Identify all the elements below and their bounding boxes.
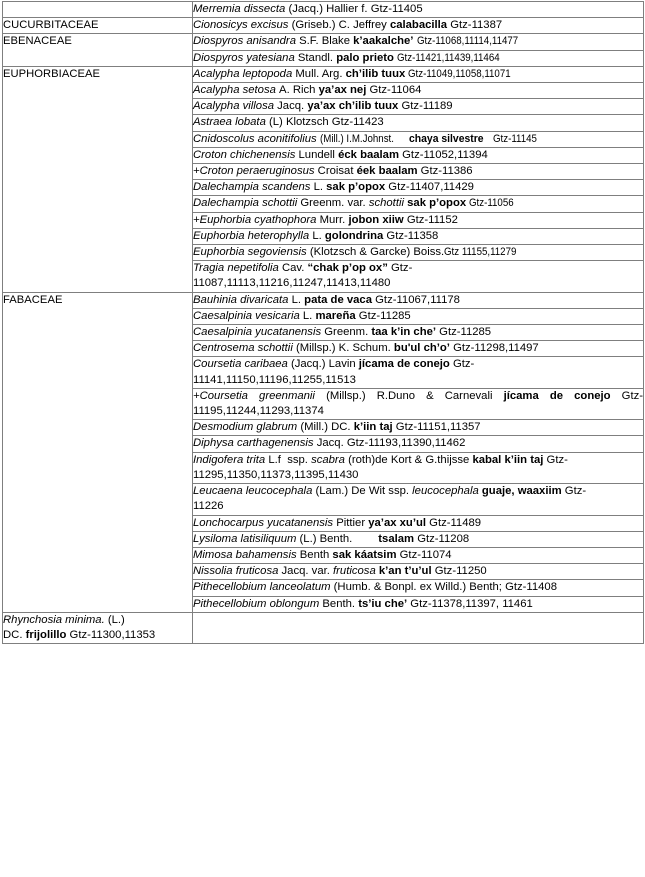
species-binomial: +Euphorbia cyathophora: [193, 213, 317, 226]
species-collections: Gtz-11067,11178: [375, 293, 460, 306]
species-authority: (Humb. & Bonpl. ex Willd.) Benth;: [333, 581, 502, 594]
species-binomial: Croton chichenensis: [193, 148, 296, 161]
species-binomial: Euphorbia segoviensis: [193, 246, 307, 259]
species-cell: [193, 212, 644, 228]
species-binomial: Dalechampia scandens: [193, 181, 311, 194]
species-collections: Gtz-11423: [331, 116, 384, 129]
species-common-name: ts’iu che’: [358, 597, 408, 610]
species-collections-line1: Gtz-: [452, 358, 475, 371]
species-collections-line2: 11141,11150,11196,11255,11513: [193, 373, 356, 386]
species-authority: Murr.: [319, 213, 346, 226]
species-authority: L.: [313, 181, 323, 194]
species-common-name: k’an t’u’ul: [378, 565, 432, 578]
species-collections: Gtz-11052,11394: [402, 148, 488, 161]
species-collections: Gtz-11151,11357: [395, 421, 481, 434]
family-cell-ebenaceae: EBENACEAE: [3, 34, 193, 66]
table-row: [3, 292, 644, 308]
species-collections: Gtz-11152: [406, 213, 458, 226]
species-authority: L.: [312, 229, 322, 242]
species-binomial: Centrosema schottii: [193, 342, 293, 355]
species-common-name: bu'ul ch’o’: [393, 342, 450, 355]
species-cell: [193, 18, 644, 34]
species-cell: [193, 341, 644, 357]
species-common-name: calabacilla: [389, 19, 448, 32]
species-common-name: jícama de conejo: [503, 389, 611, 402]
species-cell: [193, 180, 644, 196]
species-authority: Cav.: [281, 262, 305, 275]
species-binomial: Indigofera trita: [193, 453, 266, 466]
species-collections: Gtz-11300,11353: [69, 628, 156, 641]
species-collections-line1: Gtz-: [546, 453, 568, 466]
species-common-name: ya’ax ch’ilib tuux: [307, 100, 399, 113]
species-table: [2, 1, 644, 644]
species-authority: (Jacq.) Hallier f.: [288, 3, 368, 15]
species-cell: [193, 292, 644, 308]
species-cell: Nissolia fruticosa Jacq. var. fruticosa k’an t’u’ul Gtz-11250: [193, 564, 644, 580]
species-collections: Gtz-11250: [434, 565, 487, 578]
species-authority: Pittier: [336, 516, 366, 529]
species-common-name: pata de vaca: [304, 293, 372, 306]
species-common-name: chaya silvestre: [409, 132, 484, 145]
species-cell: [193, 357, 644, 388]
species-collections: Gtz-11378,11397, 11461: [410, 597, 533, 610]
species-binomial: Acalypha setosa: [193, 84, 276, 97]
species-collections: Gtz-11408: [505, 581, 557, 594]
species-collections: Gtz-11407,11429: [388, 181, 474, 194]
species-common-name: mareña: [315, 309, 356, 322]
species-binomial: Diospyros yatesiana: [193, 51, 295, 64]
species-binomial: Desmodium glabrum: [193, 421, 298, 434]
species-authority: Standl.: [297, 51, 334, 64]
species-common-name: taa k’in che’: [371, 326, 437, 339]
species-collections: Gtz-11193,11390,11462: [346, 437, 466, 450]
species-collections: Gtz-11358: [386, 229, 439, 242]
species-binomial: Caesalpinia yucatanensis: [193, 326, 322, 339]
species-cell: [193, 147, 644, 163]
species-collections-line2: 11195,11244,11293,11374: [193, 405, 324, 418]
table-row: [3, 612, 644, 643]
species-cell: [193, 83, 644, 99]
family-cell-euphorbiaceae: EUPHORBIACEAE: [3, 66, 193, 292]
species-collections-line1: Gtz-: [564, 485, 587, 498]
species-authority: (Griseb.) C. Jeffrey: [291, 19, 387, 32]
species-common-name: sak p’opox: [326, 181, 386, 194]
species-authority: A. Rich: [279, 84, 316, 97]
species-authority: (L) Klotzsch: [269, 116, 329, 129]
species-cell: [193, 420, 644, 436]
species-binomial: Lysiloma latisiliquum: [193, 532, 297, 545]
species-authority: (Millsp.) K. Schum.: [295, 342, 391, 355]
species-binomial: Pithecellobium oblongum: [193, 597, 320, 610]
species-cell: [193, 261, 644, 292]
species-authority: Jacq.: [316, 437, 344, 450]
species-common-name: sak káatsim: [332, 548, 397, 561]
species-authority: L.: [302, 309, 313, 322]
species-collections: Gtz-11285: [358, 309, 411, 322]
species-authority: Benth: [299, 548, 330, 561]
species-binomial: Cionosicys excisus: [193, 19, 289, 32]
species-common-name: k’aakalche’: [353, 35, 414, 48]
species-collections-line2: 11226: [193, 500, 224, 513]
species-authority: (Millsp.) R.Duno & Carnevali: [326, 389, 493, 402]
species-collections: Gtz-11489: [429, 516, 482, 529]
species-authority: (Mill.) I.M.Johnst.: [319, 132, 394, 145]
species-cell: [3, 612, 193, 643]
species-cell: [193, 34, 644, 50]
species-collections: Gtz-11298,11497: [453, 342, 539, 355]
species-cell: Indigofera trita L.f ssp. scabra (roth)de Kort & G.thijsse kabal k’iin taj Gtz- 11295,11350,11373,11395,11430: [193, 452, 644, 483]
species-common-name: ya’ax xu’ul: [368, 516, 427, 529]
species-cell: [193, 228, 644, 244]
species-binomial: Caesalpinia vesicaria: [193, 309, 300, 322]
table-body: [3, 2, 644, 644]
species-cell: Dalechampia schottii Greenm. var. schottii sak p’opox Gtz-11056: [193, 196, 644, 212]
species-collections: Gtz-11049,11058,11071: [408, 67, 512, 80]
species-common-name: frijolillo: [25, 628, 67, 641]
species-collections: Gtz 11155,11279: [444, 246, 517, 259]
species-common-name: “chak p’op ox”: [307, 262, 388, 275]
species-common-name: éek baalam: [356, 165, 418, 178]
species-common-name: ch’ilib tuux: [345, 67, 406, 80]
family-cell: [3, 2, 193, 18]
species-collections: Gtz-11145: [493, 132, 538, 145]
table-row: [3, 66, 644, 82]
species-collections: Gtz-11405: [370, 3, 423, 15]
species-common-name: palo prieto: [336, 51, 394, 64]
species-cell: [193, 131, 644, 147]
species-authority: Greenm.: [324, 326, 369, 339]
species-cell: [193, 531, 644, 547]
species-cell: [193, 66, 644, 82]
species-collections-line2: 11087,11113,11216,11247,11413,11480: [193, 277, 391, 290]
species-common-name: jobon xiiw: [348, 213, 404, 226]
species-binomial: Acalypha villosa: [193, 100, 275, 113]
species-binomial: Cnidoscolus aconitifolius: [193, 132, 317, 145]
species-collections: Gtz-11189: [401, 100, 453, 113]
species-authority: (L.) Benth.: [299, 532, 353, 545]
species-binomial: Pithecellobium lanceolatum: [193, 581, 331, 594]
species-authority: S.F. Blake: [299, 35, 350, 48]
species-cell: [193, 245, 644, 261]
species-cell: [193, 436, 644, 452]
species-cell: [193, 99, 644, 115]
species-binomial: Rhynchosia minima.: [3, 613, 105, 626]
species-cell: [193, 388, 644, 419]
species-binomial: Merremia dissecta: [193, 3, 286, 15]
species-binomial: Diospyros anisandra: [193, 35, 296, 48]
species-common-name: ya’ax nej: [318, 84, 367, 97]
species-common-name: golondrina: [324, 229, 384, 242]
species-authority: Mull. Arg.: [295, 67, 343, 80]
family-cell-fabaceae: FABACEAE: [3, 292, 193, 612]
species-authority: Lundell: [298, 148, 335, 161]
species-binomial: Euphorbia heterophylla: [193, 229, 310, 242]
species-cell: Leucaena leucocephala (Lam.) De Wit ssp. leucocephala guaje, waaxiim Gtz- 11226: [193, 484, 644, 515]
species-collections: Gtz-11208: [417, 532, 470, 545]
species-collections: Gtz-11386: [420, 165, 473, 178]
species-binomial: Lonchocarpus yucatanensis: [193, 516, 334, 529]
species-collections-line1: Gtz-: [621, 389, 643, 402]
species-authority: (Klotzsch & Garcke) Boiss.: [309, 246, 445, 259]
species-authority: (Mill.) DC.: [300, 421, 351, 434]
species-authority: (Jacq.) Lavin: [290, 358, 356, 371]
species-common-name: k’iin taj: [353, 421, 393, 434]
species-common-name: tsalam: [378, 532, 415, 545]
species-binomial: Coursetia caribaea: [193, 358, 288, 371]
species-collections: Gtz-11387: [450, 19, 503, 32]
species-cell: [193, 50, 644, 66]
species-collections: Gtz-11068,11114,11477: [416, 35, 518, 48]
species-authority: Croisat: [317, 165, 354, 178]
species-collections: Gtz-11285: [439, 326, 492, 339]
species-cell: [193, 515, 644, 531]
species-binomial: Nissolia fruticosa: [193, 565, 279, 578]
species-cell: [193, 115, 644, 131]
species-binomial: Acalypha leptopoda: [193, 67, 293, 80]
species-cell: [193, 547, 644, 563]
species-common-name: kabal k’iin taj: [472, 453, 544, 466]
species-cell: [193, 580, 644, 596]
species-collections: Gtz-11074: [399, 548, 452, 561]
species-cell: [193, 596, 644, 612]
species-common-name: jícama de conejo: [358, 358, 450, 371]
species-authority: Benth.: [322, 597, 356, 610]
species-binomial: Tragia nepetifolia: [193, 262, 279, 275]
family-cell-cucurbitaceae: CUCURBITACEAE: [3, 18, 193, 34]
species-common-name: éck baalam: [338, 148, 399, 161]
species-binomial: Bauhinia divaricata: [193, 293, 289, 306]
species-authority: L.: [291, 293, 302, 306]
species-binomial: Astraea lobata: [193, 116, 266, 129]
species-binomial: Diphysa carthagenensis: [193, 437, 314, 450]
species-collections: Gtz-11421,11439,11464: [397, 51, 500, 64]
species-common-name: guaje, waaxiim: [481, 485, 562, 498]
species-binomial: +Croton peraeruginosus: [193, 165, 315, 178]
species-collections-line2: 11295,11350,11373,11395,11430: [193, 468, 359, 481]
table-row: [3, 34, 644, 50]
species-cell: [193, 2, 644, 18]
species-collections: Gtz-11064: [369, 84, 422, 97]
species-common-name: sak p’opox: [407, 197, 467, 210]
species-cell: [193, 325, 644, 341]
table-row: [3, 2, 644, 18]
species-binomial: Mimosa bahamensis: [193, 548, 297, 561]
species-collections: Gtz-11056: [469, 197, 514, 210]
species-authority: Jacq.: [277, 100, 305, 113]
species-binomial: Dalechampia schottii: [193, 197, 298, 210]
table-row: [3, 18, 644, 34]
species-authority: (L.) DC.: [3, 613, 125, 641]
species-binomial: Leucaena leucocephala: [193, 485, 313, 498]
species-cell: [193, 164, 644, 180]
species-collections-line1: Gtz-: [391, 262, 413, 275]
species-binomial: +Coursetia greenmanii: [193, 389, 315, 402]
species-cell: [193, 308, 644, 324]
